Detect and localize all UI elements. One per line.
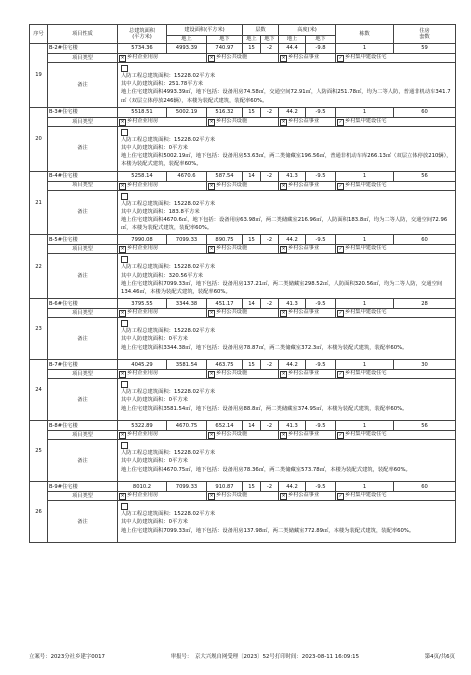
checkbox-checked-icon: ✕ <box>120 311 125 317</box>
header-area-above: 地上 <box>167 36 207 44</box>
type-option-2: ✕ 乡村公共设施 <box>207 309 279 318</box>
height-below: -9.8 <box>306 44 336 54</box>
remark-label: 备注 <box>48 318 118 360</box>
row-seq: 26 <box>30 482 48 543</box>
remark-label: 备注 <box>48 254 118 299</box>
unit-count: 1 <box>336 482 394 492</box>
case-number: 立案号：2023分社乡建字0017 <box>29 654 105 660</box>
civil-defense-total: 人防工程总建筑面积：15228.02平方米 <box>121 381 452 396</box>
total-area: 3795.55 <box>118 299 167 309</box>
header-build-area: 建设面积(平方米) <box>167 25 243 36</box>
checkbox-checked-icon: ✕ <box>209 311 214 317</box>
building-description: 地上住宅建筑面积3344.38㎡，地下包括：设备用房78.87㎡，两二类储藏室372.3㎡，本楼为装配式建筑，装配率60%。 <box>121 344 408 351</box>
building-name: B-5#住宅楼 <box>48 235 118 245</box>
type-option-2: ✕ 乡村公共设施 <box>207 370 279 379</box>
checkbox-checked-icon: ✕ <box>120 119 125 125</box>
civil-defense-total: 人防工程总建筑面积：15228.02平方米 <box>121 256 452 271</box>
height-below: -9.5 <box>306 107 336 117</box>
civil-defense-area: 其中人防建筑面积：320.56平方米 <box>121 272 204 279</box>
project-type-label: 项目类型 <box>48 54 118 63</box>
header-units: 栋数 <box>336 25 394 44</box>
remark-content <box>118 318 456 360</box>
area-above: 4670.75 <box>167 421 207 431</box>
floors-above: 14 <box>243 171 261 181</box>
checkbox-checked-icon: ✓ <box>338 119 343 125</box>
floors-below: -2 <box>261 482 279 492</box>
area-below: 890.75 <box>207 235 243 245</box>
checkbox-checked-icon: ✕ <box>120 247 125 253</box>
civil-defense-area: 其中人防建筑面积：0平方米 <box>121 519 188 526</box>
type-option-4: ✓ 乡村集中建设住宅 <box>336 54 456 63</box>
unit-count: 1 <box>336 235 394 245</box>
area-above: 5002.19 <box>167 107 207 117</box>
civil-defense-area: 其中人防建筑面积：251.78平方米 <box>121 81 204 88</box>
row-seq: 22 <box>30 235 48 299</box>
checkbox-checked-icon: ✕ <box>281 311 286 317</box>
header-name: 项目性质 <box>48 25 118 44</box>
checkbox-icon <box>121 256 128 263</box>
area-below: 451.17 <box>207 299 243 309</box>
height-above: 41.3 <box>279 299 306 309</box>
building-name: B-2#住宅楼 <box>48 44 118 54</box>
total-area: 5518.51 <box>118 107 167 117</box>
type-option-1: ✕ 乡村企业用房 <box>118 117 207 126</box>
header-floors: 层数 <box>243 25 279 36</box>
unit-count: 1 <box>336 171 394 181</box>
floors-above: 14 <box>243 421 261 431</box>
floors-below: -2 <box>261 299 279 309</box>
remark-content <box>118 63 456 108</box>
row-seq: 25 <box>30 421 48 482</box>
height-below: -9.5 <box>306 482 336 492</box>
checkbox-checked-icon: ✕ <box>209 56 214 61</box>
household-count: 56 <box>394 421 456 431</box>
total-area: 4045.29 <box>118 360 167 370</box>
checkbox-icon <box>121 129 128 136</box>
row-seq: 21 <box>30 171 48 235</box>
checkbox-icon <box>121 320 128 327</box>
area-below: 740.97 <box>207 44 243 54</box>
household-count: 60 <box>394 107 456 117</box>
type-option-3: ✕ 乡村公益事业 <box>279 245 336 254</box>
checkbox-checked-icon: ✓ <box>338 494 343 500</box>
permit-table <box>29 24 456 543</box>
checkbox-checked-icon: ✕ <box>209 372 214 378</box>
checkbox-icon <box>121 442 128 449</box>
remark-content <box>118 254 456 299</box>
row-seq: 20 <box>30 107 48 171</box>
remark-content <box>118 440 456 482</box>
household-count: 56 <box>394 171 456 181</box>
building-description: 地上住宅建筑面积3581.54㎡，地下包括：设备用房88.8㎡，两二类储藏室374.95㎡，本楼为装配式建筑，装配率60%。 <box>121 405 408 412</box>
household-count: 59 <box>394 44 456 54</box>
building-name: B-4#住宅楼 <box>48 171 118 181</box>
type-option-4: ✓ 乡村集中建设住宅 <box>336 370 456 379</box>
total-area: 7990.08 <box>118 235 167 245</box>
row-seq: 23 <box>30 299 48 360</box>
floors-above: 15 <box>243 107 261 117</box>
area-above: 3344.38 <box>167 299 207 309</box>
remark-label: 备注 <box>48 190 118 235</box>
area-below: 463.75 <box>207 360 243 370</box>
civil-defense-area: 其中人防建筑面积：183.8平方米 <box>121 208 200 215</box>
header-floors-above: 地上 <box>243 36 261 44</box>
type-option-1: ✕ 乡村企业用房 <box>118 181 207 190</box>
household-count: 30 <box>394 360 456 370</box>
household-count: 60 <box>394 482 456 492</box>
building-name: B-7#住宅楼 <box>48 360 118 370</box>
checkbox-checked-icon: ✓ <box>338 56 343 61</box>
unit-count: 1 <box>336 299 394 309</box>
checkbox-checked-icon: ✕ <box>120 183 125 189</box>
header-height-above: 地上 <box>279 36 306 44</box>
area-below: 516.32 <box>207 107 243 117</box>
checkbox-checked-icon: ✕ <box>209 247 214 253</box>
checkbox-checked-icon: ✓ <box>338 247 343 253</box>
area-below: 587.54 <box>207 171 243 181</box>
header-seq: 序号 <box>30 25 48 44</box>
remark-content <box>118 379 456 421</box>
checkbox-icon <box>121 193 128 200</box>
height-below: -9.5 <box>306 360 336 370</box>
type-option-4: ✓ 乡村集中建设住宅 <box>336 117 456 126</box>
project-type-label: 项目类型 <box>48 370 118 379</box>
header-height: 高度(米) <box>279 25 336 36</box>
building-name: B-9#住宅楼 <box>48 482 118 492</box>
total-area: 8010.2 <box>118 482 167 492</box>
area-below: 652.14 <box>207 421 243 431</box>
type-option-1: ✕ 乡村企业用房 <box>118 245 207 254</box>
height-above: 41.3 <box>279 421 306 431</box>
checkbox-checked-icon: ✕ <box>120 56 125 61</box>
civil-defense-area: 其中人防建筑面积：0平方米 <box>121 397 188 404</box>
project-type-label: 项目类型 <box>48 431 118 440</box>
doc-number: 审报号： 京大兴规自网受理〔2023〕52号打印时间：2023-08-11 16:09:15 <box>170 654 360 660</box>
height-below: -9.5 <box>306 299 336 309</box>
checkbox-checked-icon: ✕ <box>281 247 286 253</box>
checkbox-checked-icon: ✕ <box>281 494 286 500</box>
type-option-3: ✕ 乡村公益事业 <box>279 431 336 440</box>
height-above: 44.2 <box>279 235 306 245</box>
page-number: 第4页/共6页 <box>424 654 455 660</box>
checkbox-icon <box>121 503 128 510</box>
checkbox-checked-icon: ✓ <box>338 183 343 189</box>
checkbox-checked-icon: ✕ <box>209 433 214 439</box>
civil-defense-total: 人防工程总建筑面积：15228.02平方米 <box>121 320 452 335</box>
checkbox-checked-icon: ✕ <box>209 119 214 125</box>
building-description: 地上住宅建筑面积5002.19㎡，地下包括：设备用房53.63㎡，两二类储藏室196.56㎡，普通非机动车库266.13㎡（双层立体停放210辆），本楼为装配式建筑，装配率60%。 <box>121 153 452 168</box>
checkbox-checked-icon: ✕ <box>120 372 125 378</box>
height-above: 44.2 <box>279 482 306 492</box>
unit-count: 1 <box>336 44 394 54</box>
civil-defense-total: 人防工程总建筑面积：15228.02平方米 <box>121 65 452 80</box>
type-option-2: ✕ 乡村公共设施 <box>207 431 279 440</box>
height-above: 44.4 <box>279 44 306 54</box>
area-above: 7099.33 <box>167 482 207 492</box>
building-description: 地上住宅建筑面积7099.33㎡，地下包括：设备用房137.21㎡，两二类储藏室298.52㎡，人防面积320.56㎡，均为二等人防，交通空间134.46㎡，本楼为装配式建筑，装配率60%。 <box>121 280 443 296</box>
remark-label: 备注 <box>48 379 118 421</box>
area-above: 3581.54 <box>167 360 207 370</box>
area-above: 4993.39 <box>167 44 207 54</box>
civil-defense-area: 其中人防建筑面积：0平方米 <box>121 145 188 152</box>
type-option-4: ✓ 乡村集中建设住宅 <box>336 431 456 440</box>
floors-below: -2 <box>261 107 279 117</box>
type-option-1: ✕ 乡村企业用房 <box>118 492 207 501</box>
type-option-4: ✓ 乡村集中建设住宅 <box>336 309 456 318</box>
type-option-4: ✓ 乡村集中建设住宅 <box>336 181 456 190</box>
remark-label: 备注 <box>48 63 118 108</box>
project-type-label: 项目类型 <box>48 245 118 254</box>
row-seq: 19 <box>30 44 48 108</box>
floors-below: -2 <box>261 44 279 54</box>
civil-defense-total: 人防工程总建筑面积：15228.02平方米 <box>121 129 452 144</box>
height-below: -9.5 <box>306 421 336 431</box>
checkbox-checked-icon: ✕ <box>281 433 286 439</box>
header-area-below: 地下 <box>207 36 243 44</box>
type-option-2: ✕ 乡村公共设施 <box>207 245 279 254</box>
floors-below: -2 <box>261 360 279 370</box>
type-option-2: ✕ 乡村公共设施 <box>207 117 279 126</box>
header-floors-below: 地下 <box>261 36 279 44</box>
building-description: 地上住宅建筑面积4670.75㎡，地下包括：设备用房78.36㎡，两二类储藏室573.78㎡，本楼为装配式建筑，装配率60%。 <box>121 466 411 473</box>
height-above: 41.3 <box>279 171 306 181</box>
header-households: 住房 套数 <box>394 25 456 44</box>
civil-defense-total: 人防工程总建筑面积：15228.02平方米 <box>121 193 452 208</box>
project-type-label: 项目类型 <box>48 181 118 190</box>
project-type-label: 项目类型 <box>48 117 118 126</box>
household-count: 60 <box>394 235 456 245</box>
checkbox-checked-icon: ✓ <box>338 372 343 378</box>
building-description: 地上住宅建筑面积4993.39㎡，地下包括：设备用房74.58㎡，交通空间72.91㎡，人防面积251.78㎡，均为二等人防，普通非机动车341.7㎡（双层立体停放246辆），本楼为装配式建筑，装配率60%。 <box>121 89 451 104</box>
checkbox-checked-icon: ✕ <box>281 119 286 125</box>
total-area: 5734.36 <box>118 44 167 54</box>
checkbox-checked-icon: ✕ <box>281 56 286 61</box>
page-footer <box>29 652 455 660</box>
building-description: 地上住宅建筑面积4670.6㎡，地下包括：设备用房63.98㎡，两二类储藏室216.96㎡，人防面积183.8㎡，均为二等人防，交通空间72.96㎡，本楼为装配式建筑，装配率60%。 <box>121 217 448 232</box>
building-name: B-8#住宅楼 <box>48 421 118 431</box>
type-option-1: ✕ 乡村企业用房 <box>118 431 207 440</box>
checkbox-checked-icon: ✓ <box>338 433 343 439</box>
building-name: B-3#住宅楼 <box>48 107 118 117</box>
floors-above: 15 <box>243 44 261 54</box>
type-option-1: ✕ 乡村企业用房 <box>118 370 207 379</box>
project-type-label: 项目类型 <box>48 492 118 501</box>
type-option-2: ✕ 乡村公共设施 <box>207 54 279 63</box>
total-area: 5258.14 <box>118 171 167 181</box>
floors-above: 15 <box>243 482 261 492</box>
checkbox-checked-icon: ✕ <box>281 183 286 189</box>
type-option-3: ✕ 乡村公益事业 <box>279 492 336 501</box>
row-seq: 24 <box>30 360 48 421</box>
checkbox-icon <box>121 65 128 72</box>
civil-defense-total: 人防工程总建筑面积：15228.02平方米 <box>121 442 452 457</box>
floors-above: 15 <box>243 360 261 370</box>
floors-below: -2 <box>261 235 279 245</box>
remark-label: 备注 <box>48 440 118 482</box>
type-option-3: ✕ 乡村公益事业 <box>279 309 336 318</box>
remark-label: 备注 <box>48 501 118 543</box>
height-above: 44.2 <box>279 360 306 370</box>
type-option-2: ✕ 乡村公共设施 <box>207 181 279 190</box>
civil-defense-area: 其中人防建筑面积：0平方米 <box>121 458 188 465</box>
checkbox-checked-icon: ✕ <box>120 494 125 500</box>
checkbox-checked-icon: ✕ <box>281 372 286 378</box>
type-option-3: ✕ 乡村公益事业 <box>279 54 336 63</box>
area-above: 7099.33 <box>167 235 207 245</box>
total-area: 5322.89 <box>118 421 167 431</box>
checkbox-checked-icon: ✓ <box>338 311 343 317</box>
floors-above: 14 <box>243 299 261 309</box>
remark-label: 备注 <box>48 126 118 171</box>
type-option-1: ✕ 乡村企业用房 <box>118 54 207 63</box>
remark-content <box>118 190 456 235</box>
remark-content <box>118 501 456 543</box>
type-option-3: ✕ 乡村公益事业 <box>279 370 336 379</box>
floors-above: 15 <box>243 235 261 245</box>
unit-count: 1 <box>336 421 394 431</box>
unit-count: 1 <box>336 360 394 370</box>
type-option-4: ✓ 乡村集中建设住宅 <box>336 492 456 501</box>
height-above: 44.2 <box>279 107 306 117</box>
type-option-3: ✕ 乡村公益事业 <box>279 181 336 190</box>
header-height-below: 地下 <box>306 36 336 44</box>
floors-below: -2 <box>261 171 279 181</box>
checkbox-checked-icon: ✕ <box>209 183 214 189</box>
building-description: 地上住宅建筑面积7099.33㎡，地下包括：设备用房137.98㎡，两二类储藏室772.89㎡，本楼为装配式建筑，装配率60%。 <box>121 527 415 534</box>
civil-defense-total: 人防工程总建筑面积：15228.02平方米 <box>121 503 452 518</box>
checkbox-checked-icon: ✕ <box>120 433 125 439</box>
header-total-area: 总建筑面积 (平方米) <box>118 25 167 44</box>
civil-defense-area: 其中人防建筑面积：0平方米 <box>121 336 188 343</box>
height-below: -9.5 <box>306 235 336 245</box>
household-count: 28 <box>394 299 456 309</box>
type-option-2: ✕ 乡村公共设施 <box>207 492 279 501</box>
checkbox-icon <box>121 381 128 388</box>
type-option-3: ✕ 乡村公益事业 <box>279 117 336 126</box>
building-name: B-6#住宅楼 <box>48 299 118 309</box>
area-above: 4670.6 <box>167 171 207 181</box>
unit-count: 1 <box>336 107 394 117</box>
remark-content <box>118 126 456 171</box>
project-type-label: 项目类型 <box>48 309 118 318</box>
floors-below: -2 <box>261 421 279 431</box>
checkbox-checked-icon: ✕ <box>209 494 214 500</box>
area-below: 910.87 <box>207 482 243 492</box>
type-option-4: ✓ 乡村集中建设住宅 <box>336 245 456 254</box>
height-below: -9.5 <box>306 171 336 181</box>
type-option-1: ✕ 乡村企业用房 <box>118 309 207 318</box>
